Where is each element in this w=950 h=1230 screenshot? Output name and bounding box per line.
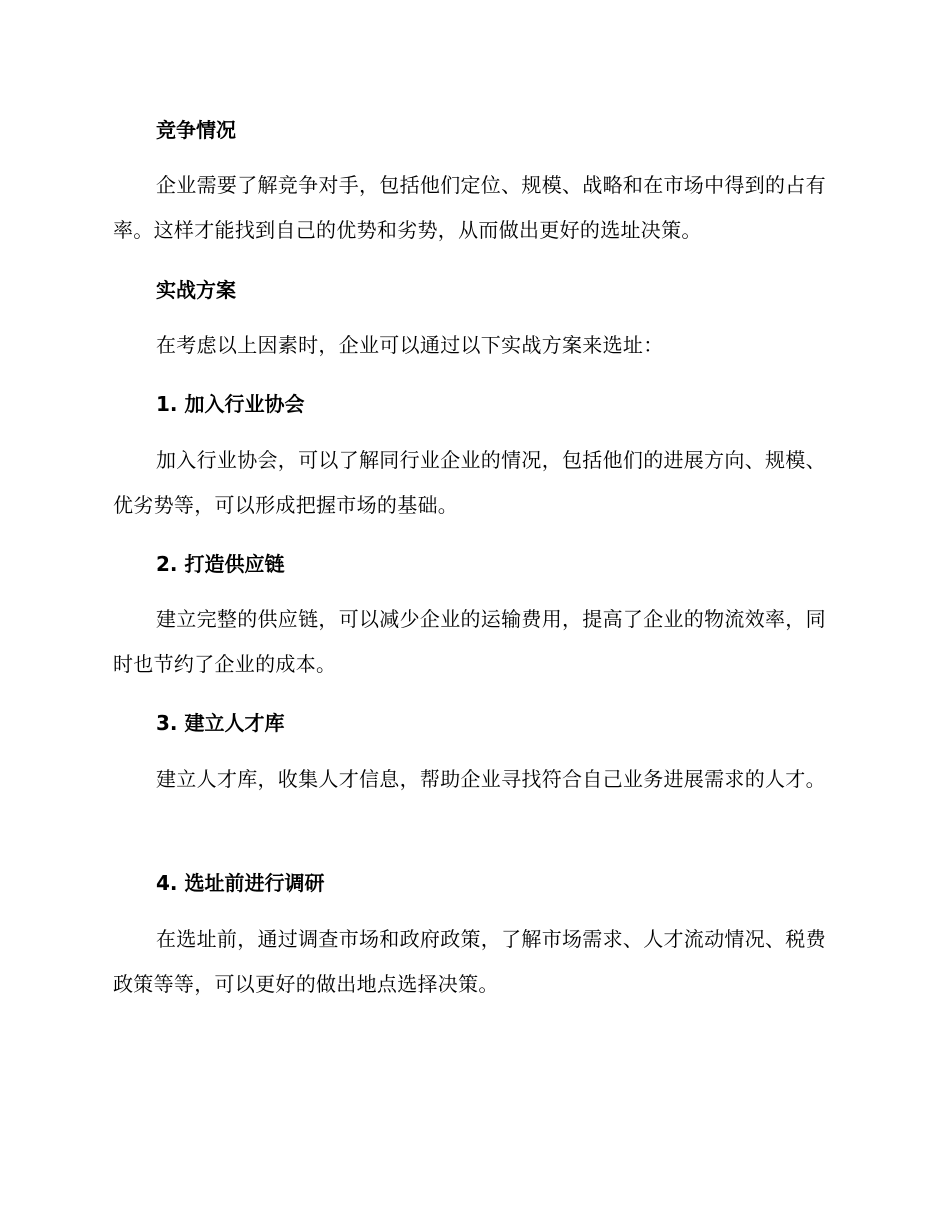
section-heading-talent-pool: 3. 建立人才库 (156, 711, 285, 735)
section-paragraph-practical-plan: 在考虑以上因素时，企业可以通过以下实战方案来选址： (156, 333, 664, 357)
section-heading-join-association: 1. 加入行业协会 (156, 392, 305, 416)
section-paragraph-join-association: 加入行业协会，可以了解同行业企业的情况，包括他们的进展方向、规模、优劣势等，可以形成把握市场的基础。 (113, 448, 826, 517)
section-heading-supply-chain: 2. 打造供应链 (156, 552, 285, 576)
section-heading-practical-plan: 实战方案 (156, 278, 236, 302)
section-paragraph-competition: 企业需要了解竞争对手，包括他们定位、规模、战略和在市场中得到的占有率。这样才能找到自己的优势和劣势，从而做出更好的选址决策。 (113, 173, 826, 242)
section-paragraph-talent-pool: 建立人才库，收集人才信息，帮助企业寻找符合自己业务进展需求的人才。 (156, 767, 826, 791)
section-heading-site-research: 4. 选址前进行调研 (156, 871, 325, 895)
section-paragraph-site-research: 在选址前，通过调查市场和政府政策，了解市场需求、人才流动情况、税费政策等等，可以更好的做出地点选择决策。 (113, 927, 826, 996)
section-heading-competition: 竞争情况 (156, 118, 236, 142)
section-paragraph-supply-chain: 建立完整的供应链，可以减少企业的运输费用，提高了企业的物流效率，同时也节约了企业的成本。 (113, 607, 826, 676)
